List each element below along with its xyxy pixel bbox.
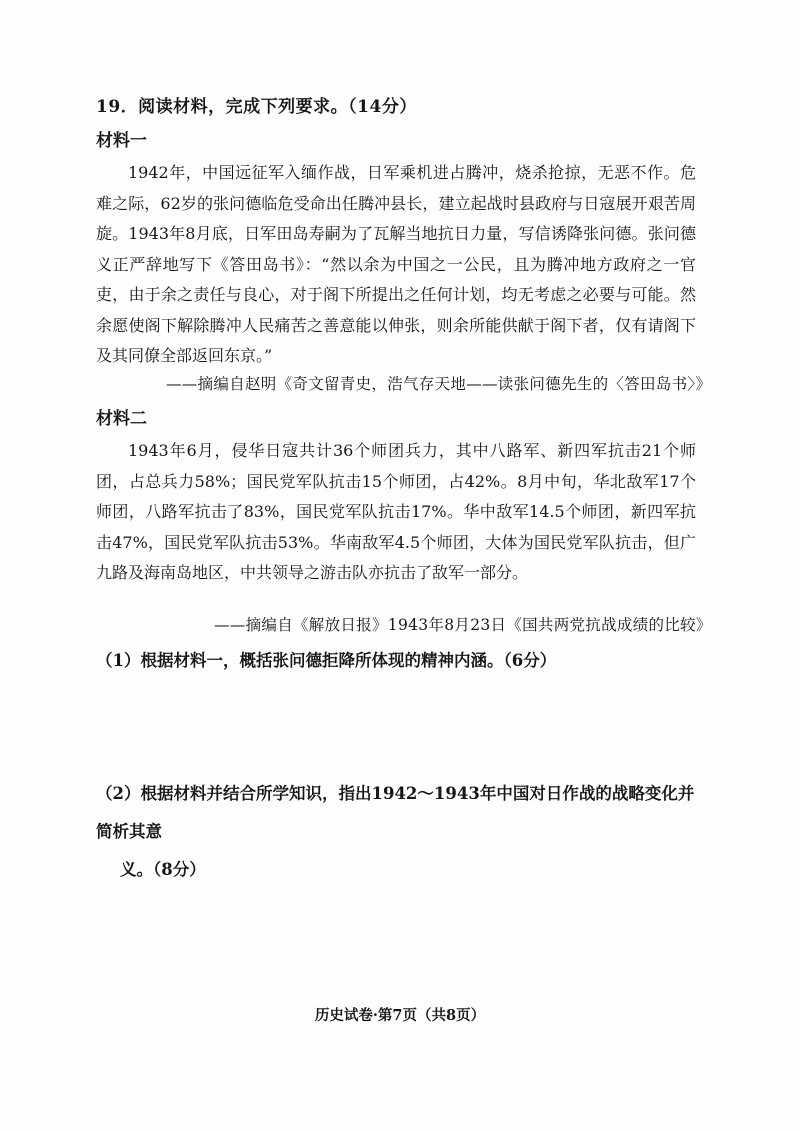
page-footer: 历史试卷·第7页（共8页） <box>314 1007 486 1024</box>
task-2-line-1: （2）根据材料并结合所学知识，指出1942～1943年中国对日作战的战略变化并简析其意 <box>96 784 695 841</box>
material-2-source: ——摘编自《解放日报》1943年8月23日《国共两党抗战成绩的比较》 <box>214 616 712 634</box>
material-1-heading: 材料一 <box>96 131 147 151</box>
task-1-prompt: （1）根据材料一，概括张问德拒降所体现的精神内涵。（6分） <box>96 651 557 670</box>
task-2-line-2: 义。（8分） <box>120 860 206 879</box>
material-2-heading: 材料二 <box>96 409 147 429</box>
task-2-prompt <box>96 775 706 889</box>
material-1-text: 1942年，中国远征军入缅作战，日军乘机进占腾冲，烧杀抢掠，无恶不作。危难之际，62岁的张问德临危受命出任腾冲县长，建立起战时县政府与日寇展开艰苦周旋。1943年8月底，日军田岛寿嗣为了瓦解当地抗日力量，写信诱降张问德。张问德义正严辞地写下《答田岛书》：“然以余为中国之一公民，且为腾冲地方政府之一官吏，由于余之责任与良心，对于阁下所提出之任何计划，均无考虑之必要与可能。然余愿使阁下解除腾冲人民痛苦之善意能以伸张，则余所能供献于阁下者，仅有请阁下及其同僚全部返回东京。” <box>96 163 696 365</box>
material-1-source: ——摘编自赵明《奇文留青史，浩气存天地——读张问德先生的〈答田岛书〉》 <box>166 375 712 393</box>
question-title: 19．阅读材料，完成下列要求。（14分） <box>96 97 417 117</box>
material-2-text: 1943年6月，侵华日寇共计36个师团兵力，其中八路军、新四军抗击21个师团，占总兵力58%；国民党军队抗击15个师团，占42%。8月中旬，华北敌军17个师团，八路军抗击了83%，国民党军队抗击17%。华中敌军14.5个师团，新四军抗击47%，国民党军队抗击53%。华南敌军4.5个师团，大体为国民党军队抗击，但广九路及海南岛地区，中共领导之游击队亦抗击了敌军一部分。 <box>96 441 696 582</box>
